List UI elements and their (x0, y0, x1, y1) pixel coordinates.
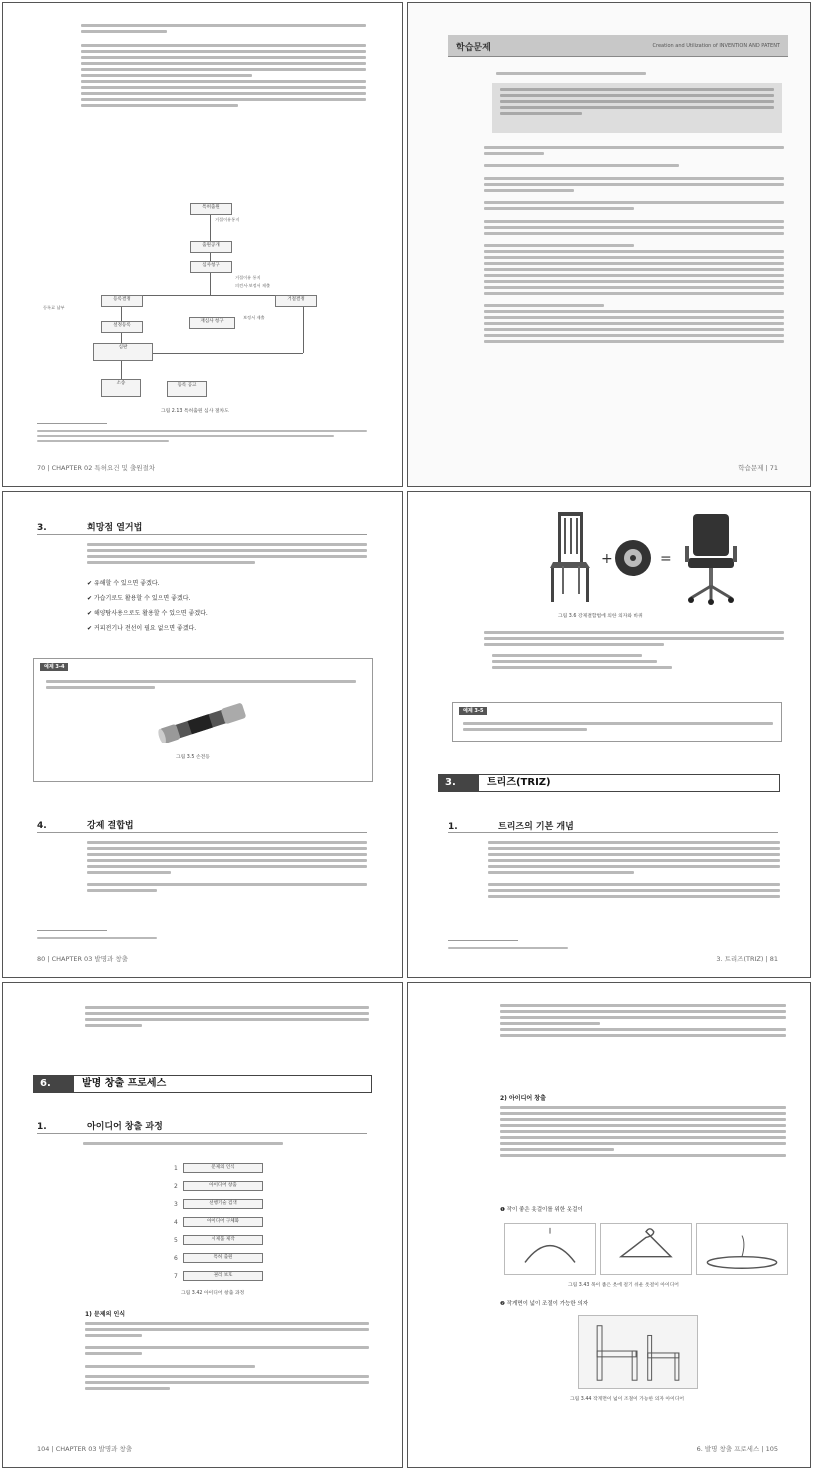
exercise-questions (484, 143, 784, 346)
chapter-label: CHAPTER 03 (51, 955, 93, 963)
flow-side-label-3: 보정서 제출 (243, 315, 265, 320)
page-80-footer: 80 | CHAPTER 03 발명과 창출 (37, 955, 128, 963)
flow-side-label-4: 등록료 납부 (43, 305, 65, 310)
footer-section: 6. 발명 창출 프로세스 (696, 1445, 760, 1453)
flow-side-label-1: 거절이유 통지 (235, 275, 261, 280)
step-3: 선행기술 검색 (183, 1199, 263, 1209)
subsection-heading: 1. 아이디어 창출 과정 (37, 1122, 163, 1132)
figure-caption: 그림 3.42 아이디어 창출 과정 (181, 1291, 245, 1296)
chapter-title: 발명과 창출 (98, 1445, 133, 1453)
example-box-3-5 (452, 702, 782, 742)
svg-text:=: = (660, 551, 672, 567)
chapter-label: CHAPTER 03 (55, 1445, 97, 1453)
step-6: 특허 출원 (183, 1253, 263, 1263)
chapter-title: 특허요건 및 출원절차 (94, 464, 156, 472)
page-70-footer: 70 | CHAPTER 02 특허요건 및 출원절차 (37, 464, 156, 472)
wooden-chair-icon (550, 512, 590, 602)
check-item-3: ✔ 해양탐사용으로도 활용할 수 있으면 좋겠다. (87, 610, 208, 617)
flow-node-trial: 심판 (93, 343, 153, 361)
step-1: 문제의 인식 (183, 1163, 263, 1173)
exercise-passage (492, 83, 782, 133)
flow-node-set-register: 설정등록 (101, 321, 143, 333)
step-7: 권리 보호 (183, 1271, 263, 1281)
page-81-footer: 3. 트리즈(TRIZ) | 81 (716, 955, 778, 963)
flashlight-image (154, 703, 254, 743)
check-item-4: ✔ 커피전기나 전선이 필요 없으면 좋겠다. (87, 625, 197, 632)
section-heading-3: 3. 희망점 열거법 (37, 523, 143, 533)
page-number: 80 (37, 955, 46, 963)
office-chair-icon (685, 514, 737, 605)
page-104-footer: 104 | CHAPTER 03 발명과 창출 (37, 1445, 133, 1453)
page-80 (2, 491, 403, 978)
footer-section: 3. 트리즈(TRIZ) (716, 955, 764, 963)
section-heading-4: 4. 강제 결합법 (37, 821, 134, 831)
chair-wheel-illustration (528, 508, 758, 608)
wheel-icon (615, 540, 651, 576)
example-label: 예제 3-4 (40, 663, 68, 671)
exercise-title: 학습문제 (456, 43, 491, 53)
flow-node-apply: 특허출원 (190, 203, 232, 215)
check-item-2: ✔ 가습기로도 활용할 수 있으면 좋겠다. (87, 595, 191, 602)
page-number: 105 (765, 1445, 778, 1453)
page-104: 6. 발명 창출 프로세스 1. 아이디어 창출 과정 1 문제의 인식 2 아이디어 창출 3 선행기술 검색 4 아이디어 구체화 5 시제품 제작 6 특허 출원 7 권리 보호 그림 3.42 아이디어 창출 과정 1) 문제의 인식 104 | CHAPTER 03 발명과 창출 (2, 982, 403, 1468)
page-70-text-top (81, 21, 366, 110)
page-105 (407, 982, 811, 1468)
flow-node-re-exam: 재심사 청구 (189, 317, 235, 329)
figure-label-2: ❷ 작게면이 넓이 조절이 가능한 의자 (500, 1301, 589, 1307)
chapter-label: CHAPTER 02 (51, 464, 93, 472)
figure-caption: 그림 3.6 강제결합법에 의한 의자와 바퀴 (558, 614, 643, 619)
chapter-title: 발명과 창출 (94, 955, 128, 963)
footer-section: 학습문제 (738, 464, 764, 472)
figure-caption: 그림 2.13 특허출원 심사 절차도 (161, 409, 229, 414)
svg-text:+: + (601, 551, 613, 567)
flow-note-top: 거절이유통지 (215, 217, 240, 222)
exercise-header (448, 35, 788, 57)
page-70-footnotes (37, 427, 367, 444)
adjustable-chair-drawing (578, 1315, 698, 1389)
figure-label-1: ❶ 작이 좋은 옷걸이를 위한 옷걸이 (500, 1207, 583, 1213)
page-81 (407, 491, 811, 978)
page-number: 81 (769, 955, 778, 963)
example-label: 예제 3-5 (459, 707, 487, 715)
page-number: 70 (37, 464, 46, 472)
page-70 (2, 2, 403, 487)
hanger-drawing-3 (696, 1223, 788, 1275)
page-71 (407, 2, 811, 487)
page-number: 104 (37, 1445, 50, 1453)
subsection-heading: 1. 트리즈의 기본 개념 (448, 822, 574, 832)
flow-node-reject-decision: 거절결정 (275, 295, 317, 307)
figure-caption-2: 그림 3.44 작게면이 넓이 조절이 가능한 의자 아이디어 (570, 1397, 685, 1402)
section-bar-triz: 3. 트리즈(TRIZ) (438, 774, 780, 792)
page-71-footer: 학습문제 | 71 (738, 464, 778, 472)
flow-node-request: 심사청구 (190, 261, 232, 273)
figure-caption: 그림 3.5 손전등 (176, 755, 210, 760)
hanger-drawing-1 (504, 1223, 596, 1275)
flow-side-label-2: 의견서·보정서 제출 (235, 283, 271, 288)
section-bar-6: 6. 발명 창출 프로세스 (33, 1075, 372, 1093)
flow-node-lawsuit: 소송 (101, 379, 141, 397)
exercise-subtitle: Creation and Utilization of INVENTION AND PATENT (652, 43, 780, 49)
figure-caption-1: 그림 3.43 목이 좁은 옷에 걸기 쉬운 옷걸이 아이디어 (568, 1283, 679, 1288)
flow-node-register-decision: 등록결정 (101, 295, 143, 307)
check-item-1: ✔ 유해할 수 있으면 좋겠다. (87, 580, 160, 587)
subhead-problem: 1) 문제의 인식 (85, 1311, 126, 1318)
hanger-drawing-2 (600, 1223, 692, 1275)
flow-node-publish-register: 등록 공고 (167, 381, 207, 397)
page-number: 71 (769, 464, 778, 472)
step-5: 시제품 제작 (183, 1235, 263, 1245)
example-box-3-4 (33, 658, 373, 782)
flow-node-publish: 출원공개 (190, 241, 232, 253)
step-2: 아이디어 창출 (183, 1181, 263, 1191)
page-105-footer: 6. 발명 창출 프로세스 | 105 (696, 1445, 778, 1453)
step-4: 아이디어 구체화 (183, 1217, 263, 1227)
subhead-idea: 2) 아이디어 창출 (500, 1095, 546, 1102)
